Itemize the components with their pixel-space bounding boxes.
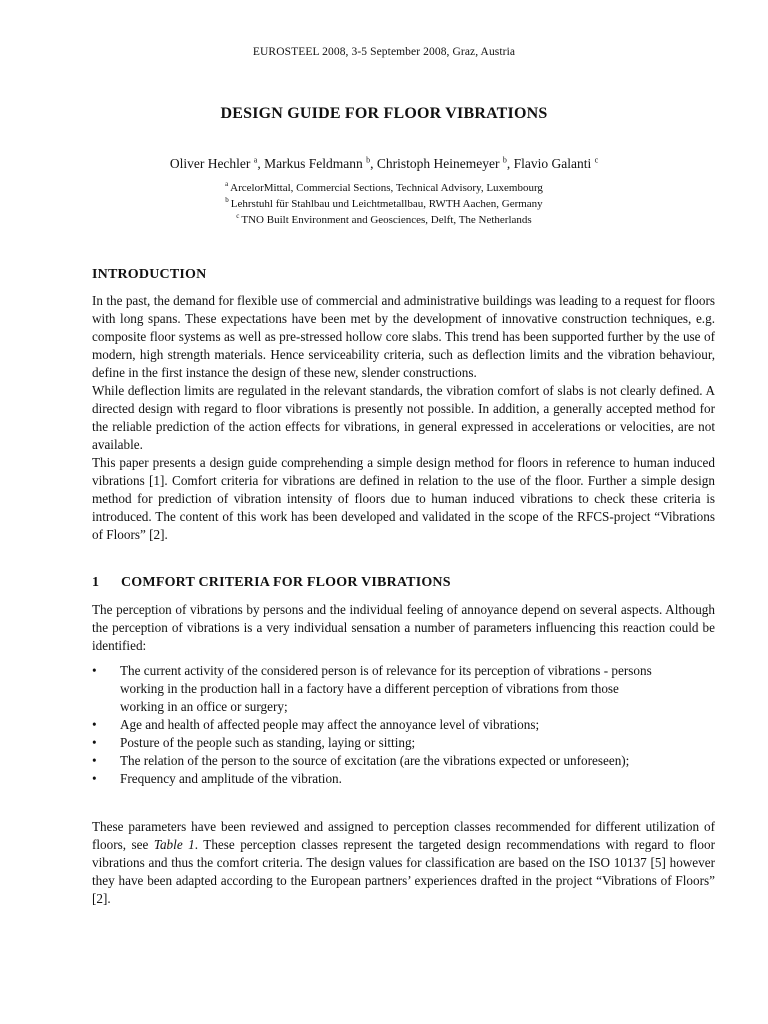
affiliation (0, 182, 768, 194)
bullet-icon: • (92, 771, 97, 786)
paragraph: While deflection limits are regulated in the relevant standards, the vibration comfort of slabs is not clearly defined. A directed design with regard to floor vibrations is presently not possible. In addition, a generally accepted method for the reliable prediction of the action effects for vibrations, in general expressed in accelerations or velocities, are not available. (92, 383, 715, 452)
introduction-heading: INTRODUCTION (92, 267, 207, 282)
bullet-icon: • (92, 753, 97, 768)
list-item (92, 752, 652, 770)
paper-title: DESIGN GUIDE FOR FLOOR VIBRATIONS (220, 105, 548, 122)
introduction-body (92, 292, 715, 544)
affiliation-text: ArcelorMittal, Commercial Sections, Technical Advisory, Luxembourg (230, 182, 543, 194)
section-closing (92, 818, 715, 908)
section-intro (92, 601, 715, 655)
section-heading (92, 575, 451, 591)
list-item-text: Age and health of affected people may affect the annoyance level of vibrations; (120, 717, 540, 732)
author-affil-mark: b (366, 155, 371, 165)
list-item (92, 716, 652, 734)
section-title: COMFORT CRITERIA FOR FLOOR VIBRATIONS (121, 575, 451, 590)
paragraph-text: These parameters have been reviewed and assigned to perception classes recommended for different utilization of floors, see (92, 819, 715, 852)
list-item (92, 770, 652, 788)
paragraph: The perception of vibrations by persons and the individual feeling of annoyance depend on several aspects. Although the perception of vibrations is a very individual sensation a number of parameters influencing this reaction could be identified: (92, 602, 715, 653)
list-item-text: The relation of the person to the source of excitation (are the vibrations expected or unforeseen); (120, 753, 630, 768)
paragraph-text: . These perception classes represent the targeted design recommendations with regard to floor vibrations and thus the comfort criteria. The design values for classification are based on the ISO 10137 [5] however they have been adapted according to the European partners’ experiences drafted in the project “Vibrations of Floors” [2]. (92, 837, 716, 906)
affiliation-text: Lehrstuhl für Stahlbau und Leichtmetallbau, RWTH Aachen, Germany (230, 198, 543, 210)
list-item-text: Frequency and amplitude of the vibration. (120, 771, 342, 786)
affiliation (0, 198, 768, 210)
paragraph: This paper presents a design guide comprehending a simple design method for floors in reference to human induced vibrations [1]. Comfort criteria for vibrations are defined in relation to the use of the floor. Further a simple design method for prediction of vibration intensity of floors due to human induced vibrations to check these criteria is introduced. The content of this work has been developed and validated in the scope of the RFCS-project “Vibrations of Floors” [2]. (92, 455, 715, 542)
paragraph (92, 818, 715, 908)
author-affil-mark: a (253, 155, 258, 165)
author-affil-mark: b (502, 155, 507, 165)
paragraph: In the past, the demand for flexible use of commercial and administrative buildings was leading to a request for floors with long spans. These expectations have been met by the development of innovative construction techniques, e.g. composite floor systems as well as pre-stressed hollow core slabs. This trend has been supported further by the use of modern, high strength materials. Hence serviceability criteria, such as deflection limits and the vibration behaviour, define in the first instance the design of these new, slender constructions. (92, 293, 715, 380)
affiliation-mark: b (225, 196, 229, 205)
author-name: Oliver Hechler (169, 156, 251, 171)
author-list: Oliver Hechler $^a$, Markus Feldmann $^b$, Christoph Heinemeyer $^b$, Flavio Galanti $^c$ (169, 155, 599, 171)
list-item (92, 662, 652, 716)
author-name: Christoph Heinemeyer (376, 156, 500, 171)
bullet-icon: • (92, 663, 97, 678)
author-name: Flavio Galanti (513, 156, 592, 171)
affiliation-mark: c (236, 212, 240, 221)
conference-header: EUROSTEEL 2008, 3-5 September 2008, Graz, Austria (252, 46, 516, 58)
affiliation (0, 214, 768, 226)
author-name: Markus Feldmann (264, 156, 363, 171)
affiliation-text: TNO Built Environment and Geosciences, Delft, The Netherlands (241, 214, 532, 226)
table-reference: Table 1 (153, 837, 195, 852)
affiliation-mark: a (225, 180, 229, 189)
list-item-text: Posture of the people such as standing, laying or sitting; (120, 735, 416, 750)
bullet-icon: • (92, 717, 97, 732)
author-affil-mark: c (594, 155, 599, 165)
list-item-text: The current activity of the considered person is of relevance for its perception of vibrations - persons working in the production hall in a factory have a different perception of vibrations from those working in an office or surgery; (120, 663, 652, 714)
bullet-list (92, 662, 652, 788)
bullet-icon: • (92, 735, 97, 750)
list-item (92, 734, 652, 752)
section-number: 1 (92, 575, 100, 590)
